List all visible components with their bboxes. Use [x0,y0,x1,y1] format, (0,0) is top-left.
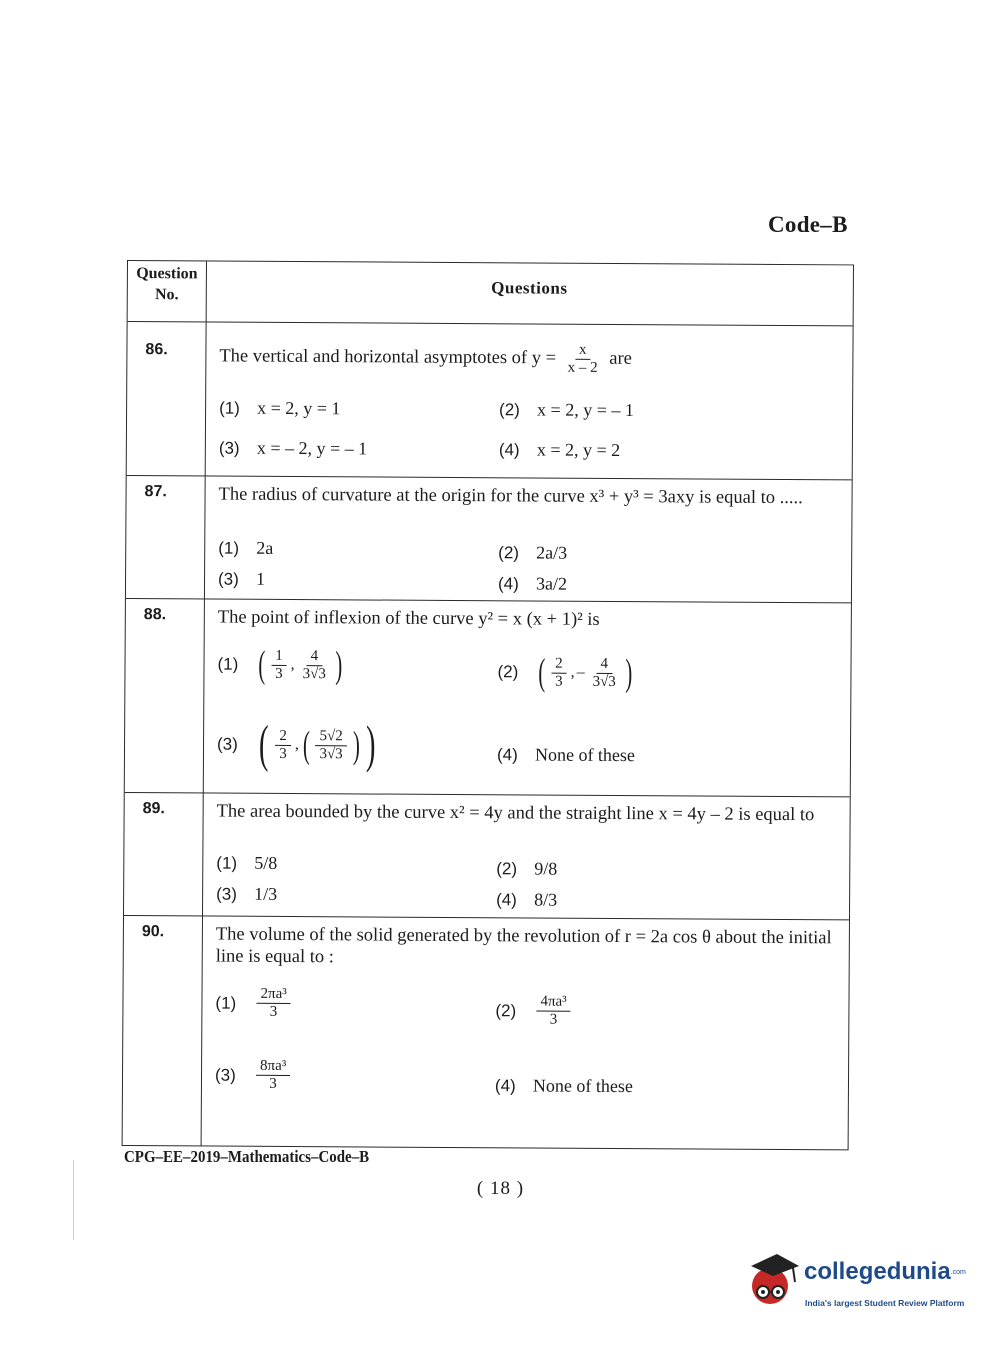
question-text: The volume of the solid generated by the revolution of r = 2a cos θ about the initial line is equal to : [215,924,832,968]
option-2[interactable]: (2) $\frac{\text{4πa³}}{3}$ [495,993,573,1028]
brand-tagline: India's largest Student Review Platform [805,1298,965,1308]
option-4[interactable]: (4) 3a/2 [497,573,568,594]
option-4[interactable]: (4) x = 2, y = 2 [498,439,621,461]
margin-line [73,1160,74,1240]
question-text: The point of inflexion of the curve y² = x (x + 1)² is [217,607,600,630]
option-4[interactable]: (4) None of these [496,744,636,766]
student-mascot-icon [743,1252,801,1312]
questions-table [122,260,854,1150]
question-number-header: Question No. [136,265,198,304]
fraction: $\frac{2}{3}$ [551,655,567,690]
option-3[interactable]: (3) x = – 2, y = – 1 [218,437,368,459]
question-number: 88. [143,606,167,624]
question-number: 87. [144,483,167,501]
fraction: $\frac{4}{3√3}$ [592,655,616,690]
row-divider [128,321,853,326]
question-text: The radius of curvature at the origin for the curve x³ + y³ = 3axy is equal to ..... [218,484,803,509]
option-2[interactable]: (2) x = 2, y = – 1 [499,399,634,421]
question-text: The area bounded by the curve x² = 4y and the straight line x = 4y – 2 is equal to [216,801,815,826]
page-number: ( 18 ) [476,1178,525,1199]
question-number: 89. [142,800,165,818]
question-text: The vertical and horizontal asymptotes of y = $\frac{x}{x - 2}$ are [219,341,632,376]
brand-name: collegedunia.com [804,1258,966,1285]
paper-code-footer: CPG–EE–2019–Mathematics–Code–B [124,1147,370,1166]
option-1[interactable]: (1) x = 2, y = 1 [219,397,341,419]
question-88 [125,600,851,794]
option-4[interactable]: (4) 8/3 [496,889,558,910]
fraction: $\frac{\text{2πa³}}{3}$ [256,986,290,1021]
fraction: $\frac{x}{x - 2}$ [567,341,598,376]
fraction: $\frac{5√2}{3√3}$ [315,728,346,763]
option-1[interactable]: (1) 2a [218,537,274,558]
option-4[interactable]: (4) None of these [494,1075,633,1097]
option-3[interactable]: (3) 1 [217,568,266,589]
question-87 [126,477,852,601]
question-89 [124,794,850,918]
paper-code-label: Code–B [768,212,848,237]
question-90 [123,917,849,1147]
questions-header: Questions [491,278,568,298]
option-2[interactable]: (2) 9/8 [496,858,558,879]
option-1[interactable]: (1) ( $\frac{1}{3}$ , $\frac{4}{3√3}$ ) [217,643,343,687]
option-2[interactable]: (2) ( $\frac{2}{3}$ , – $\frac{4}{3√3}$ ) [497,651,633,695]
option-3[interactable]: (3) 1/3 [216,883,278,904]
fraction: $\frac{\text{8πa³}}{3}$ [256,1058,290,1093]
option-2[interactable]: (2) 2a/3 [498,542,568,563]
option-1[interactable]: (1) $\frac{\text{2πa³}}{3}$ [215,986,293,1021]
option-1[interactable]: (1) 5/8 [216,852,278,873]
fraction: $\frac{\text{4πa³}}{3}$ [536,994,570,1029]
collegedunia-logo [743,1248,973,1318]
question-86 [127,335,853,479]
fraction: $\frac{1}{3}$ [271,647,287,682]
question-number: 86. [145,341,168,359]
fraction: $\frac{2}{3}$ [275,727,291,762]
option-3[interactable]: (3) ( $\frac{2}{3}$ , ( $\frac{5√2}{3√3}$ ) ) [216,715,377,774]
fraction: $\frac{4}{3√3}$ [302,647,326,682]
option-3[interactable]: (3) $\frac{\text{8πa³}}{3}$ [215,1058,293,1093]
question-number: 90. [141,923,165,941]
